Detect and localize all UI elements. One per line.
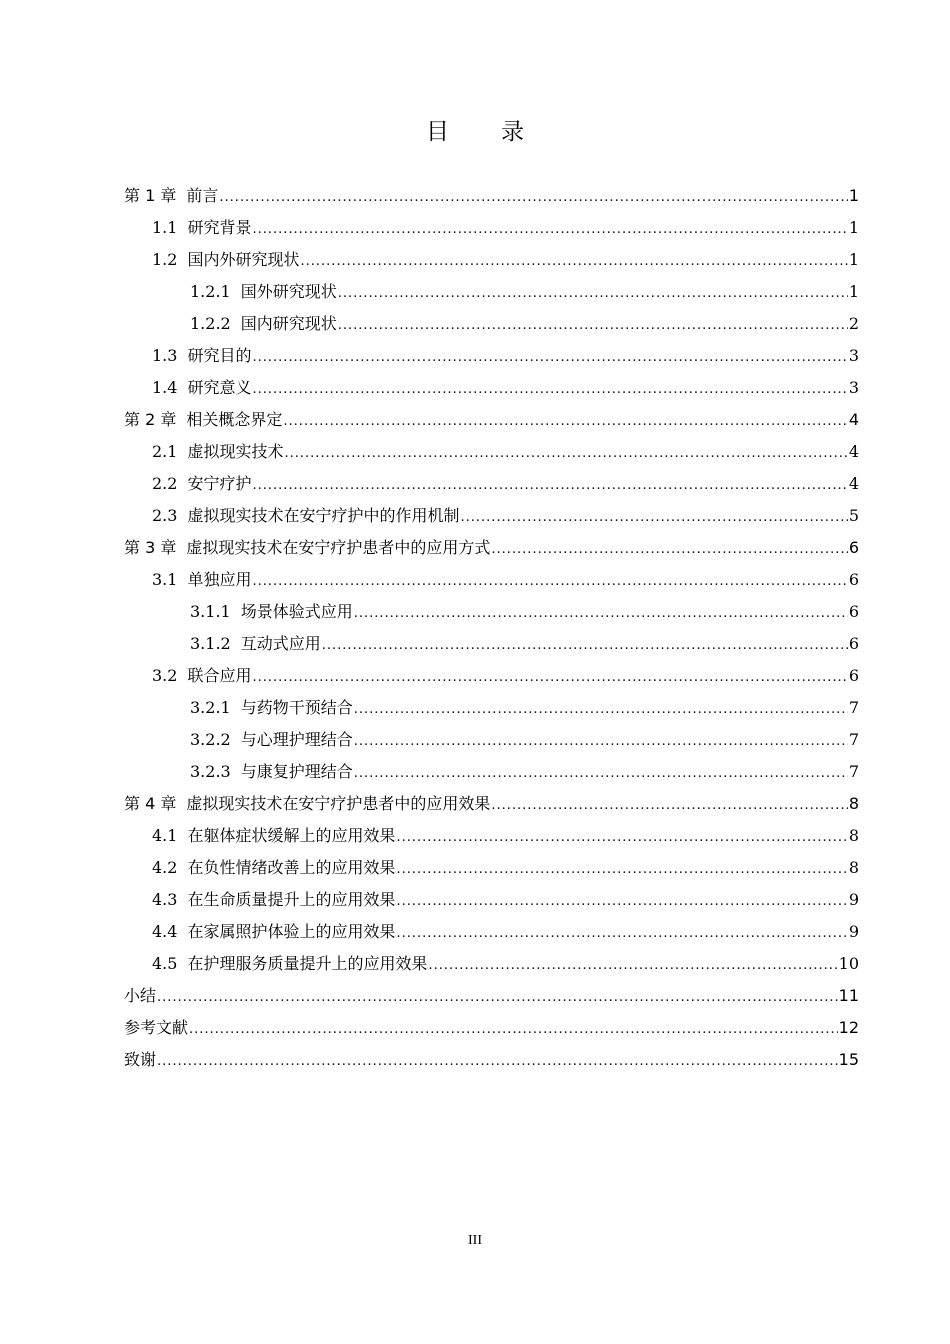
toc-number: 1.3 bbox=[152, 346, 178, 365]
toc-leader bbox=[219, 182, 847, 214]
toc-leader bbox=[491, 534, 847, 566]
toc-leader bbox=[354, 598, 848, 630]
toc-number: 第 3 章 bbox=[124, 538, 177, 557]
toc-entry[interactable] bbox=[124, 468, 859, 500]
toc-page: 6 bbox=[848, 570, 859, 589]
toc-title: 在负性情绪改善上的应用效果 bbox=[187, 858, 396, 877]
toc-number: 第 4 章 bbox=[124, 794, 177, 813]
toc-page: 6 bbox=[848, 602, 859, 621]
toc-title: 在家属照护体验上的应用效果 bbox=[187, 922, 396, 941]
toc-entry[interactable] bbox=[124, 884, 859, 916]
toc-page: 1 bbox=[848, 186, 859, 205]
toc-number: 1.1 bbox=[152, 218, 178, 237]
toc-leader bbox=[252, 470, 847, 502]
toc-leader bbox=[428, 950, 837, 982]
toc-page: 7 bbox=[848, 762, 859, 781]
toc-number: 3.1.1 bbox=[190, 602, 231, 621]
page-number: III bbox=[468, 1233, 482, 1248]
toc-title: 研究目的 bbox=[187, 346, 252, 365]
toc-leader bbox=[252, 662, 847, 694]
title-char-2: 录 bbox=[501, 119, 524, 145]
toc-entry[interactable] bbox=[124, 820, 859, 852]
toc-number: 3.1.2 bbox=[190, 634, 231, 653]
toc-leader bbox=[284, 438, 847, 470]
toc-number: 第 2 章 bbox=[124, 410, 177, 429]
toc-page: 2 bbox=[848, 314, 859, 333]
toc-leader bbox=[338, 310, 848, 342]
toc-number: 1.2.1 bbox=[190, 282, 231, 301]
toc-entry[interactable] bbox=[124, 180, 859, 212]
toc-entry[interactable] bbox=[124, 436, 859, 468]
toc-number: 1.2 bbox=[152, 250, 178, 269]
toc-entry[interactable] bbox=[124, 628, 859, 660]
toc-page: 8 bbox=[848, 858, 859, 877]
toc-number: 4.2 bbox=[152, 858, 178, 877]
toc-leader bbox=[252, 342, 847, 374]
toc-title: 相关概念界定 bbox=[186, 410, 283, 429]
toc-entry[interactable] bbox=[124, 340, 859, 372]
toc-entry[interactable] bbox=[124, 788, 859, 820]
toc-entry[interactable] bbox=[124, 500, 859, 532]
toc-number: 4.1 bbox=[152, 826, 178, 845]
toc-leader bbox=[396, 822, 847, 854]
toc-title: 联合应用 bbox=[187, 666, 252, 685]
toc-leader bbox=[338, 278, 848, 310]
toc-number: 3.2 bbox=[152, 666, 178, 685]
toc-page: 6 bbox=[848, 634, 859, 653]
toc-page: 4 bbox=[848, 442, 859, 461]
toc-title: 场景体验式应用 bbox=[240, 602, 353, 621]
toc-leader bbox=[396, 918, 847, 950]
toc-title: 安宁疗护 bbox=[187, 474, 252, 493]
toc-page: 6 bbox=[848, 666, 859, 685]
toc-entry[interactable] bbox=[124, 404, 859, 436]
toc-page: 1 bbox=[848, 250, 859, 269]
toc-page: 1 bbox=[848, 218, 859, 237]
toc-title: 虚拟现实技术在安宁疗护患者中的应用方式 bbox=[186, 538, 491, 557]
toc-title: 与康复护理结合 bbox=[240, 762, 353, 781]
toc-title: 与心理护理结合 bbox=[240, 730, 353, 749]
toc-entry[interactable] bbox=[124, 372, 859, 404]
toc-title: 参考文献 bbox=[124, 1018, 189, 1037]
toc-entry[interactable] bbox=[124, 980, 859, 1012]
toc-page: 3 bbox=[848, 346, 859, 365]
toc-page: 15 bbox=[838, 1050, 859, 1069]
toc-page: 8 bbox=[848, 794, 859, 813]
toc-leader bbox=[491, 790, 847, 822]
toc-title: 虚拟现实技术在安宁疗护患者中的应用效果 bbox=[186, 794, 491, 813]
toc-title: 虚拟现实技术在安宁疗护中的作用机制 bbox=[187, 506, 460, 525]
toc-leader bbox=[252, 566, 847, 598]
toc-leader bbox=[396, 886, 847, 918]
toc-title: 国内外研究现状 bbox=[187, 250, 300, 269]
toc-entry[interactable] bbox=[124, 660, 859, 692]
toc-page: 4 bbox=[848, 410, 859, 429]
toc-page: 10 bbox=[838, 954, 859, 973]
toc-entry[interactable] bbox=[124, 244, 859, 276]
toc-leader bbox=[252, 214, 847, 246]
toc-title: 与药物干预结合 bbox=[240, 698, 353, 717]
toc-entry[interactable] bbox=[124, 596, 859, 628]
toc-leader bbox=[189, 1014, 838, 1046]
toc-page: 7 bbox=[848, 698, 859, 717]
toc-title: 国内研究现状 bbox=[240, 314, 337, 333]
toc-title: 在躯体症状缓解上的应用效果 bbox=[187, 826, 396, 845]
toc-number: 3.1 bbox=[152, 570, 178, 589]
toc-leader bbox=[354, 726, 848, 758]
toc-leader bbox=[322, 630, 848, 662]
toc-title: 研究意义 bbox=[187, 378, 252, 397]
toc-title: 研究背景 bbox=[187, 218, 252, 237]
toc-number: 第 1 章 bbox=[124, 186, 177, 205]
toc-leader bbox=[460, 502, 847, 534]
toc-leader bbox=[252, 374, 847, 406]
toc-number: 4.5 bbox=[152, 954, 178, 973]
toc-title: 互动式应用 bbox=[240, 634, 321, 653]
toc-title: 小结 bbox=[124, 986, 157, 1005]
toc-page: 1 bbox=[848, 282, 859, 301]
toc-title: 前言 bbox=[186, 186, 219, 205]
toc-leader bbox=[157, 1046, 838, 1078]
toc-title: 单独应用 bbox=[187, 570, 252, 589]
toc-number: 3.2.3 bbox=[190, 762, 231, 781]
toc-number: 3.2.2 bbox=[190, 730, 231, 749]
toc-page: 5 bbox=[848, 506, 859, 525]
toc-leader bbox=[396, 854, 847, 886]
toc-number: 4.4 bbox=[152, 922, 178, 941]
toc-number: 1.4 bbox=[152, 378, 178, 397]
toc-page: 12 bbox=[838, 1018, 859, 1037]
toc-page: 11 bbox=[838, 986, 859, 1005]
toc-number: 4.3 bbox=[152, 890, 178, 909]
toc-number: 2.2 bbox=[152, 474, 178, 493]
toc-page: 7 bbox=[848, 730, 859, 749]
toc-leader bbox=[157, 982, 838, 1014]
toc-title: 国外研究现状 bbox=[240, 282, 337, 301]
toc-page: 9 bbox=[848, 890, 859, 909]
toc-number: 1.2.2 bbox=[190, 314, 231, 333]
toc-entry[interactable] bbox=[124, 276, 859, 308]
toc-leader bbox=[354, 694, 848, 726]
title-char-1: 目 bbox=[426, 119, 449, 145]
toc-leader bbox=[283, 406, 847, 438]
table-of-contents bbox=[124, 180, 859, 1076]
toc-entry[interactable] bbox=[124, 212, 859, 244]
toc-entry[interactable] bbox=[124, 1044, 859, 1076]
toc-entry[interactable] bbox=[124, 916, 859, 948]
toc-entry[interactable] bbox=[124, 1012, 859, 1044]
toc-entry[interactable] bbox=[124, 948, 859, 980]
toc-number: 2.3 bbox=[152, 506, 178, 525]
toc-leader bbox=[354, 758, 848, 790]
page-title bbox=[0, 113, 950, 146]
toc-entry[interactable] bbox=[124, 724, 859, 756]
toc-entry[interactable] bbox=[124, 564, 859, 596]
toc-title: 虚拟现实技术 bbox=[187, 442, 284, 461]
toc-leader bbox=[300, 246, 847, 278]
toc-title: 在生命质量提升上的应用效果 bbox=[187, 890, 396, 909]
toc-page: 3 bbox=[848, 378, 859, 397]
toc-title: 在护理服务质量提升上的应用效果 bbox=[187, 954, 428, 973]
toc-number: 2.1 bbox=[152, 442, 178, 461]
toc-page: 4 bbox=[848, 474, 859, 493]
toc-entry[interactable] bbox=[124, 532, 859, 564]
toc-page: 9 bbox=[848, 922, 859, 941]
toc-page: 8 bbox=[848, 826, 859, 845]
toc-page: 6 bbox=[848, 538, 859, 557]
toc-title: 致谢 bbox=[124, 1050, 157, 1069]
toc-entry[interactable] bbox=[124, 756, 859, 788]
toc-entry[interactable] bbox=[124, 308, 859, 340]
toc-entry[interactable] bbox=[124, 692, 859, 724]
toc-number: 3.2.1 bbox=[190, 698, 231, 717]
toc-entry[interactable] bbox=[124, 852, 859, 884]
